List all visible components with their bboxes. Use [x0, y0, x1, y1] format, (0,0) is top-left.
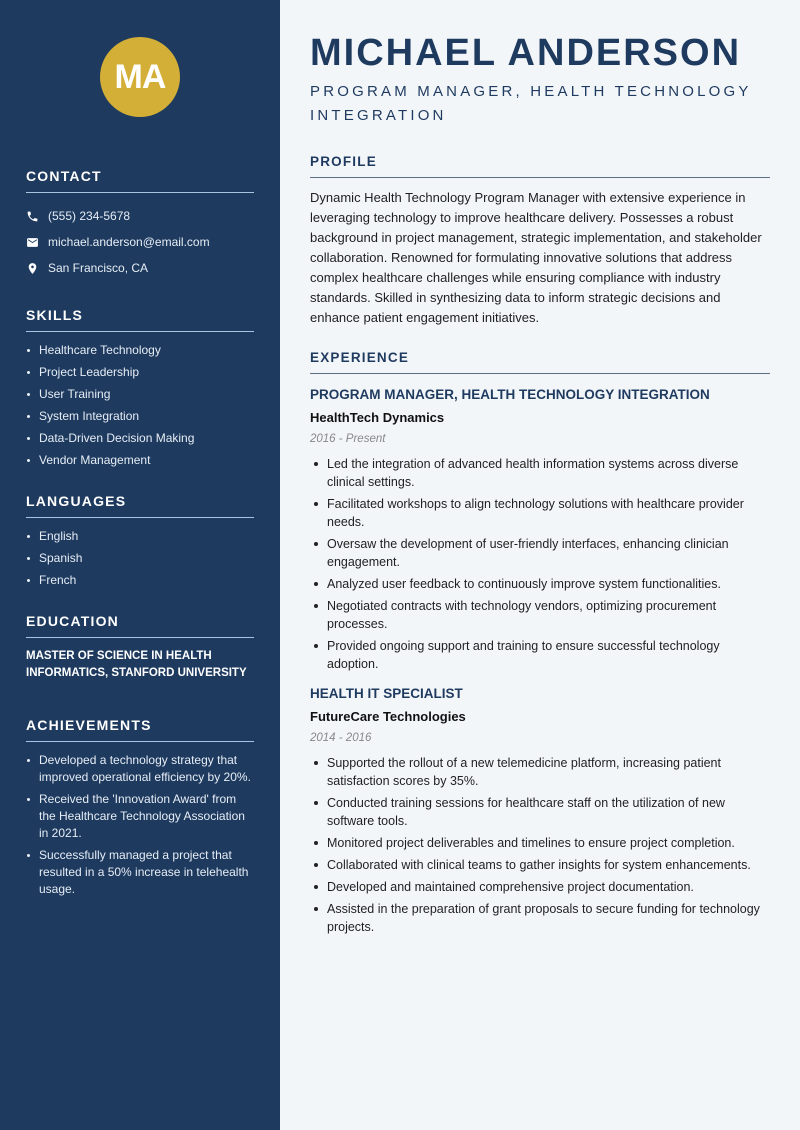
- profile-heading: PROFILE: [310, 154, 770, 178]
- job-bullet: Developed and maintained comprehensive project documentation.: [310, 878, 770, 896]
- job-bullets: [310, 754, 770, 936]
- job-bullet: Collaborated with clinical teams to gather insights for system enhancements.: [310, 856, 770, 874]
- achievements-heading: ACHIEVEMENTS: [26, 717, 254, 742]
- job-entry: [310, 386, 770, 673]
- job-dates: 2014 - 2016: [310, 732, 372, 744]
- languages-section: [26, 493, 254, 589]
- job-bullet: Oversaw the development of user-friendly interfaces, enhancing clinician engagement.: [310, 535, 770, 571]
- job-bullet: Provided ongoing support and training to ensure successful technology adoption.: [310, 637, 770, 673]
- job-bullet: Supported the rollout of a new telemedicine platform, increasing patient satisfaction scores by 35%.: [310, 754, 770, 790]
- job-bullets: [310, 455, 770, 673]
- job-bullet: Assisted in the preparation of grant proposals to secure funding for technology projects.: [310, 900, 770, 936]
- job-bullet: Conducted training sessions for healthcare staff on the utilization of new software tools.: [310, 794, 770, 830]
- achievement-item: Successfully managed a project that resulted in a 50% increase in telehealth usage.: [26, 847, 254, 898]
- education-degree: MASTER OF SCIENCE IN HEALTH INFORMATICS, STANFORD UNIVERSITY: [26, 650, 247, 679]
- skill-item: Healthcare Technology: [26, 342, 254, 359]
- contact-location: [26, 255, 254, 281]
- location-text: San Francisco, CA: [48, 261, 149, 275]
- job-role: HEALTH IT SPECIALIST: [310, 686, 463, 701]
- education-section: [26, 613, 254, 682]
- language-item: French: [26, 572, 254, 589]
- profile-section: [310, 154, 770, 328]
- language-item: Spanish: [26, 550, 254, 567]
- email-text: michael.anderson@email.com: [48, 235, 210, 249]
- education-heading: EDUCATION: [26, 613, 254, 638]
- skills-list: [26, 342, 254, 469]
- skill-item: System Integration: [26, 408, 254, 425]
- skill-item: Data-Driven Decision Making: [26, 430, 254, 447]
- job-bullet: Facilitated workshops to align technology solutions with healthcare provider needs.: [310, 495, 770, 531]
- language-item: English: [26, 528, 254, 545]
- phone-text: (555) 234-5678: [48, 209, 131, 223]
- sidebar: [0, 0, 280, 1130]
- email-icon: [26, 236, 39, 249]
- achievements-section: [26, 717, 254, 898]
- job-bullet: Negotiated contracts with technology vendors, optimizing procurement processes.: [310, 597, 770, 633]
- main-content: [280, 0, 800, 1130]
- achievements-list: [26, 752, 254, 898]
- location-pin-icon: [26, 262, 39, 275]
- achievement-item: Received the 'Innovation Award' from the Healthcare Technology Association in 2021.: [26, 791, 254, 842]
- contact-heading: CONTACT: [26, 168, 254, 193]
- skill-item: User Training: [26, 386, 254, 403]
- skill-item: Vendor Management: [26, 452, 254, 469]
- skills-heading: SKILLS: [26, 307, 254, 332]
- candidate-title: PROGRAM MANAGER, HEALTH TECHNOLOGY INTEGRATION: [310, 83, 752, 124]
- experience-heading: EXPERIENCE: [310, 350, 770, 374]
- experience-section: [310, 350, 770, 936]
- job-entry: [310, 685, 770, 936]
- contact-section: [26, 168, 254, 281]
- job-bullet: Led the integration of advanced health information systems across diverse clinical settings.: [310, 455, 770, 491]
- languages-heading: LANGUAGES: [26, 493, 254, 518]
- candidate-name: MICHAEL ANDERSON: [310, 32, 742, 74]
- job-role: PROGRAM MANAGER, HEALTH TECHNOLOGY INTEGRATION: [310, 387, 710, 402]
- contact-phone: [26, 203, 254, 229]
- languages-list: [26, 528, 254, 589]
- phone-icon: [26, 210, 39, 223]
- skill-item: Project Leadership: [26, 364, 254, 381]
- skills-section: [26, 307, 254, 469]
- job-dates: 2016 - Present: [310, 433, 386, 445]
- job-bullet: Monitored project deliverables and timelines to ensure project completion.: [310, 834, 770, 852]
- profile-text: Dynamic Health Technology Program Manager with extensive experience in leveraging technology to improve healthcare delivery. Possesses a robust background in project management, strategic implementation, and stakeholder collaboration. Renowned for formulating innovative solutions that address complex healthcare challenges while ensuring compliance with industry standards. Skilled in synthesizing data to inform strategic decisions and enhance patient engagement initiatives.: [310, 190, 762, 325]
- job-bullet: Analyzed user feedback to continuously improve system functionalities.: [310, 575, 770, 593]
- contact-email: [26, 229, 254, 255]
- achievement-item: Developed a technology strategy that improved operational efficiency by 20%.: [26, 752, 254, 786]
- avatar-initials: MA: [100, 37, 180, 117]
- job-company: HealthTech Dynamics: [310, 410, 445, 425]
- job-company: FutureCare Technologies: [310, 709, 466, 724]
